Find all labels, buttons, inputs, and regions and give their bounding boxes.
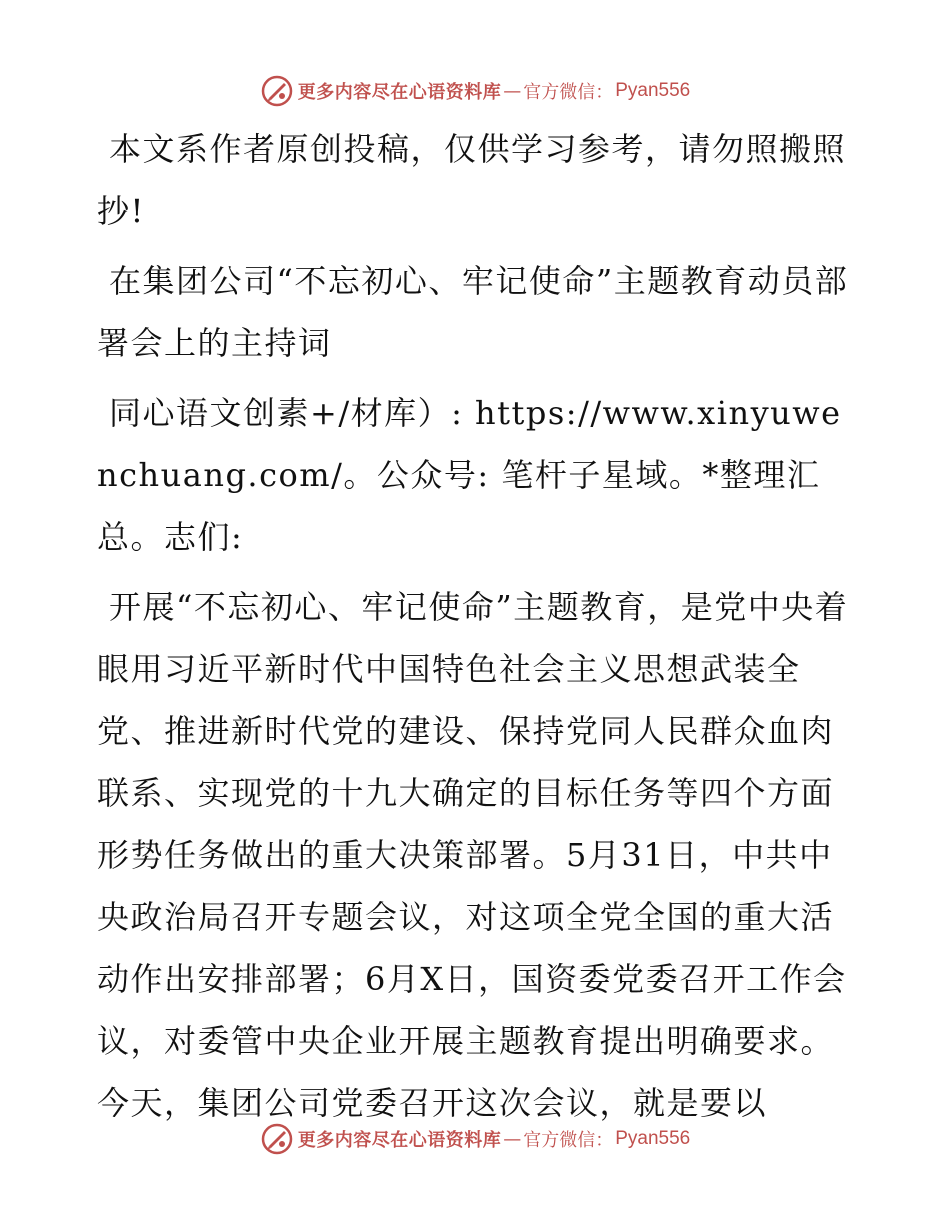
banner-main-text: 更多内容尽在心语资料库 — [297, 1130, 502, 1151]
banner-wechat-id: Pyan556 — [615, 1128, 691, 1149]
document-body — [97, 118, 857, 1142]
quill-pen-logo-icon — [260, 74, 294, 108]
paragraph-title: 在集团公司“不忘初心、牢记使命”主题教育动员部署会上的主持词 — [97, 262, 849, 362]
banner-wechat-label: 官方微信： — [523, 82, 614, 103]
banner-dash: — — [503, 1128, 522, 1150]
footer-banner — [0, 1119, 950, 1159]
paragraph-disclaimer: 本文系作者原创投稿，仅供学习参考，请勿照搬照抄! — [97, 130, 847, 230]
header-banner — [0, 71, 950, 111]
banner-wechat-id: Pyan556 — [615, 80, 691, 101]
banner-dash: — — [503, 80, 522, 102]
banner-main-text: 更多内容尽在心语资料库 — [297, 82, 502, 103]
banner-wechat-label: 官方微信： — [523, 1130, 614, 1151]
paragraph-body: 开展“不忘初心、牢记使命”主题教育，是党中央着眼用习近平新时代中国特色社会主义思想武装全党、推进新时代党的建设、保持党同人民群众血肉联系、实现党的十九大确定的目标任务等四个方面形势任务做出的重大决策部署。5月31日，中共中央政治局召开专题会议，对这项全党全国的重大活动作出安排部署；6月X日，国资委党委召开工作会议，对委管中央企业开展主题教育提出明确要求。今天，集团公司党委召开这次会议，就是要以 — [97, 588, 849, 1122]
quill-pen-logo-icon — [260, 1122, 294, 1156]
paragraph-source: 同心语文创素+/材库）: https://www.xinyuwenchuang.com/。公众号: 笔杆子星域。*整理汇总。志们: — [97, 394, 842, 556]
